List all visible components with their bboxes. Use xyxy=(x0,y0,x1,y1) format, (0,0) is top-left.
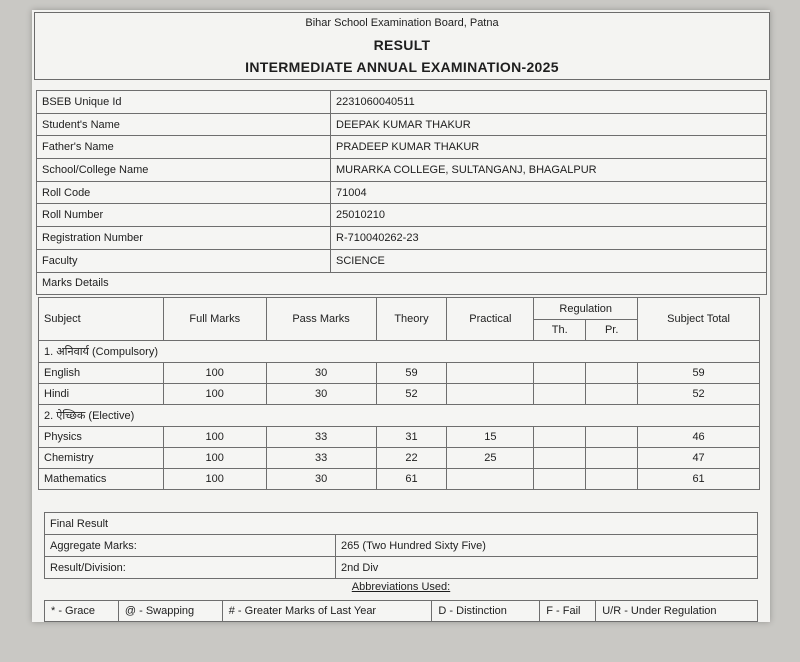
reg-practical xyxy=(586,363,638,384)
marks-details-label: Marks Details xyxy=(37,272,767,295)
full-marks: 100 xyxy=(163,384,266,405)
full-marks: 100 xyxy=(163,469,266,490)
table-row xyxy=(39,427,760,448)
theory-marks: 31 xyxy=(376,427,447,448)
practical-marks: 15 xyxy=(447,427,534,448)
section-title-compulsory: 1. अनिवार्य (Compulsory) xyxy=(39,341,760,363)
full-marks: 100 xyxy=(163,448,266,469)
col-theory: Theory xyxy=(376,298,447,341)
info-value: PRADEEP KUMAR THAKUR xyxy=(331,136,767,159)
final-result-table xyxy=(44,512,758,579)
abbr-under-regulation: U/R - Under Regulation xyxy=(596,601,758,622)
info-label: Father's Name xyxy=(37,136,331,159)
board-name: Bihar School Examination Board, Patna xyxy=(305,17,499,29)
full-marks: 100 xyxy=(163,363,266,384)
reg-practical xyxy=(586,469,638,490)
reg-theory xyxy=(534,469,586,490)
info-row xyxy=(37,227,767,250)
subject-name: Hindi xyxy=(39,384,164,405)
reg-practical xyxy=(586,384,638,405)
info-label: Roll Code xyxy=(37,181,331,204)
pass-marks: 33 xyxy=(266,448,376,469)
info-row xyxy=(37,91,767,114)
info-value: 2231060040511 xyxy=(331,91,767,114)
division-value: 2nd Div xyxy=(336,557,758,579)
abbr-distinction: D - Distinction xyxy=(432,601,540,622)
col-subject: Subject xyxy=(39,298,164,341)
full-marks: 100 xyxy=(163,427,266,448)
result-header xyxy=(34,12,770,80)
subject-total: 52 xyxy=(638,384,760,405)
subject-name: Chemistry xyxy=(39,448,164,469)
col-regulation: Regulation xyxy=(534,298,638,320)
abbr-swapping: @ - Swapping xyxy=(118,601,222,622)
info-row xyxy=(37,159,767,182)
practical-marks xyxy=(447,469,534,490)
info-value: 25010210 xyxy=(331,204,767,227)
theory-marks: 52 xyxy=(376,384,447,405)
pass-marks: 33 xyxy=(266,427,376,448)
info-row xyxy=(37,204,767,227)
reg-practical xyxy=(586,427,638,448)
col-reg-practical: Pr. xyxy=(586,320,638,341)
abbr-grace: * - Grace xyxy=(45,601,119,622)
pass-marks: 30 xyxy=(266,363,376,384)
student-info-table xyxy=(36,90,767,295)
abbreviations-row xyxy=(45,601,758,622)
abbr-greater-marks: # - Greater Marks of Last Year xyxy=(222,601,432,622)
info-value: SCIENCE xyxy=(331,249,767,272)
col-practical: Practical xyxy=(447,298,534,341)
abbreviations-title: Abbreviations Used: xyxy=(351,581,451,593)
division-row xyxy=(45,557,758,579)
aggregate-value: 265 (Two Hundred Sixty Five) xyxy=(336,535,758,557)
info-label: Registration Number xyxy=(37,227,331,250)
col-full-marks: Full Marks xyxy=(163,298,266,341)
subject-total: 59 xyxy=(638,363,760,384)
section-row xyxy=(39,405,760,427)
table-row xyxy=(39,469,760,490)
subject-total: 46 xyxy=(638,427,760,448)
reg-theory xyxy=(534,384,586,405)
abbreviations-table xyxy=(44,600,758,622)
pass-marks: 30 xyxy=(266,384,376,405)
theory-marks: 59 xyxy=(376,363,447,384)
info-value: 71004 xyxy=(331,181,767,204)
subject-name: English xyxy=(39,363,164,384)
table-row xyxy=(39,363,760,384)
subject-name: Physics xyxy=(39,427,164,448)
section-title-elective: 2. ऐच्छिक (Elective) xyxy=(39,405,760,427)
practical-marks: 25 xyxy=(447,448,534,469)
final-title-row xyxy=(45,513,758,535)
info-value: R-710040262-23 xyxy=(331,227,767,250)
aggregate-row xyxy=(45,535,758,557)
reg-theory xyxy=(534,448,586,469)
subject-total: 47 xyxy=(638,448,760,469)
exam-title: INTERMEDIATE ANNUAL EXAMINATION-2025 xyxy=(245,59,559,75)
practical-marks xyxy=(447,363,534,384)
info-row xyxy=(37,272,767,295)
aggregate-label: Aggregate Marks: xyxy=(45,535,336,557)
info-label: BSEB Unique Id xyxy=(37,91,331,114)
reg-theory xyxy=(534,363,586,384)
reg-theory xyxy=(534,427,586,448)
practical-marks xyxy=(447,384,534,405)
subject-name: Mathematics xyxy=(39,469,164,490)
theory-marks: 61 xyxy=(376,469,447,490)
info-row xyxy=(37,113,767,136)
col-reg-theory: Th. xyxy=(534,320,586,341)
info-label: Roll Number xyxy=(37,204,331,227)
pass-marks: 30 xyxy=(266,469,376,490)
marks-header-row xyxy=(39,298,760,320)
abbr-fail: F - Fail xyxy=(540,601,596,622)
result-title: RESULT xyxy=(373,37,431,53)
info-value: DEEPAK KUMAR THAKUR xyxy=(331,113,767,136)
section-row xyxy=(39,341,760,363)
marks-table xyxy=(38,297,760,490)
col-pass-marks: Pass Marks xyxy=(266,298,376,341)
info-label: School/College Name xyxy=(37,159,331,182)
info-row xyxy=(37,249,767,272)
theory-marks: 22 xyxy=(376,448,447,469)
info-row xyxy=(37,181,767,204)
subject-total: 61 xyxy=(638,469,760,490)
reg-practical xyxy=(586,448,638,469)
info-label: Faculty xyxy=(37,249,331,272)
table-row xyxy=(39,448,760,469)
col-subject-total: Subject Total xyxy=(638,298,760,341)
info-row xyxy=(37,136,767,159)
division-label: Result/Division: xyxy=(45,557,336,579)
final-result-title: Final Result xyxy=(45,513,758,535)
table-row xyxy=(39,384,760,405)
info-label: Student's Name xyxy=(37,113,331,136)
info-value: MURARKA COLLEGE, SULTANGANJ, BHAGALPUR xyxy=(331,159,767,182)
